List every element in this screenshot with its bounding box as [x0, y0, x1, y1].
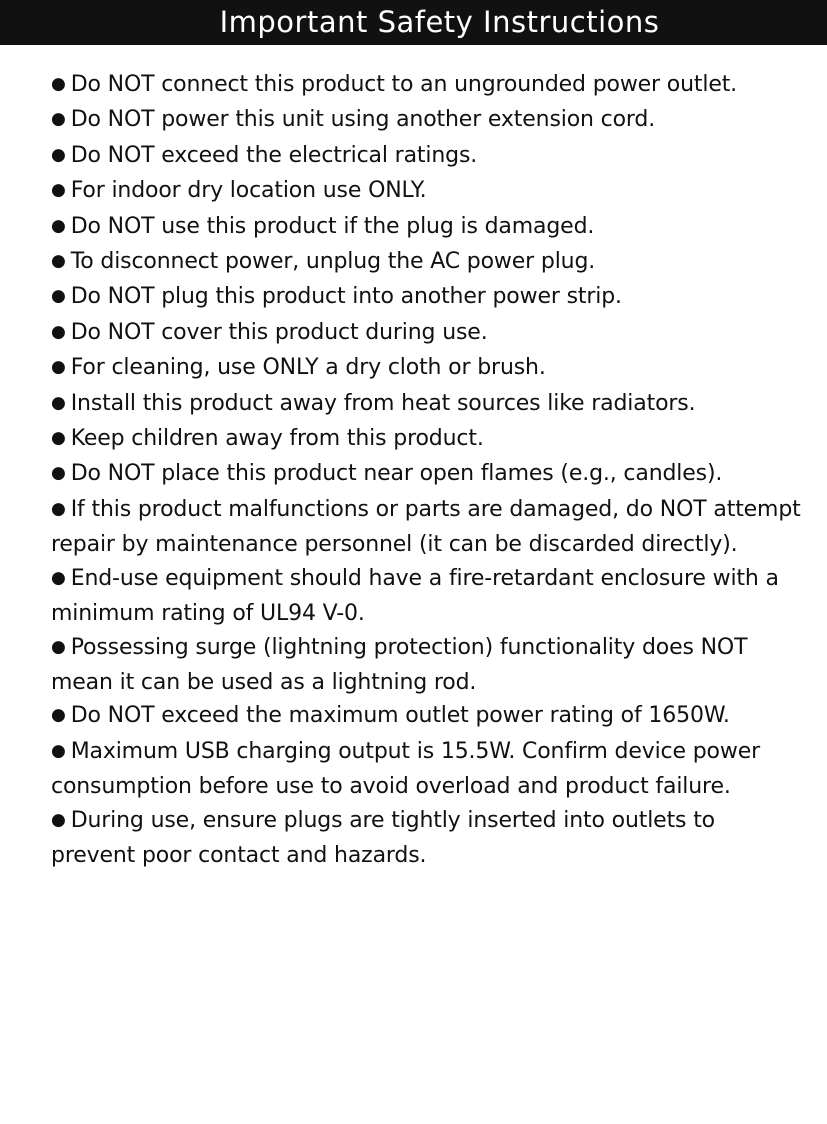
instruction-text: End-use equipment should have a fire-retardant enclosure with a minimum rating of UL94 V-0.	[51, 565, 779, 627]
instruction-item	[51, 631, 801, 700]
bullet-icon: ●	[51, 109, 66, 130]
instruction-text: Do NOT cover this product during use.	[70, 319, 488, 345]
instruction-item	[51, 562, 801, 631]
instruction-text: Possessing surge (lightning protection) functionality does NOT mean it can be used as a lightning rod.	[51, 634, 748, 695]
bullet-icon: ●	[51, 357, 66, 378]
instruction-item	[51, 316, 801, 351]
bullet-icon: ●	[51, 498, 66, 519]
bullet-icon: ●	[51, 740, 66, 761]
instruction-text: For cleaning, use ONLY a dry cloth or brush.	[70, 355, 546, 381]
instruction-text: Do NOT plug this product into another power strip.	[70, 284, 622, 310]
instruction-item	[51, 280, 801, 315]
instruction-text: Install this product away from heat sources like radiators.	[70, 390, 696, 416]
instruction-text: If this product malfunctions or parts are damaged, do NOT attempt repair by maintenance personnel (it can be discarded directly).	[51, 496, 801, 558]
bullet-icon: ●	[51, 251, 66, 272]
safety-instructions-list	[51, 68, 801, 872]
instruction-item	[51, 174, 801, 209]
instruction-item	[51, 103, 801, 138]
bullet-icon: ●	[51, 392, 66, 413]
bullet-icon: ●	[51, 705, 66, 726]
bullet-icon: ●	[51, 215, 66, 236]
instruction-text: Do NOT use this product if the plug is damaged.	[70, 213, 595, 239]
title-bar	[0, 0, 827, 45]
instruction-text: Do NOT connect this product to an ungrounded power outlet.	[70, 72, 738, 97]
bullet-icon: ●	[51, 463, 66, 484]
instruction-item	[51, 351, 801, 386]
instruction-text: For indoor dry location use ONLY.	[70, 178, 427, 204]
page-title: Important Safety Instructions	[219, 4, 660, 39]
bullet-icon: ●	[51, 321, 66, 342]
instruction-item	[51, 493, 801, 562]
bullet-icon: ●	[51, 567, 66, 588]
instruction-text: During use, ensure plugs are tightly inserted into outlets to prevent poor contact and hazards.	[51, 807, 715, 868]
instruction-item	[51, 387, 801, 422]
bullet-icon: ●	[51, 809, 66, 830]
bullet-icon: ●	[51, 144, 66, 165]
instruction-item	[51, 422, 801, 457]
bullet-icon: ●	[51, 286, 66, 307]
instruction-item	[51, 245, 801, 280]
instruction-item	[51, 139, 801, 174]
instruction-text: Do NOT exceed the electrical ratings.	[70, 142, 478, 168]
bullet-icon: ●	[51, 74, 66, 94]
instruction-item	[51, 735, 801, 804]
instruction-item	[51, 457, 801, 492]
instruction-item	[51, 68, 801, 103]
instruction-text: Maximum USB charging output is 15.5W. Confirm device power consumption before use to avoid overload and product failure.	[51, 738, 760, 800]
instruction-text: Do NOT exceed the maximum outlet power rating of 1650W.	[70, 703, 730, 729]
instruction-text: Do NOT power this unit using another extension cord.	[70, 107, 656, 133]
bullet-icon: ●	[51, 428, 66, 449]
bullet-icon: ●	[51, 636, 66, 657]
instruction-text: Do NOT place this product near open flames (e.g., candles).	[70, 461, 723, 487]
instruction-item	[51, 699, 801, 734]
instruction-text: Keep children away from this product.	[70, 426, 484, 452]
instruction-text: To disconnect power, unplug the AC power plug.	[70, 249, 596, 275]
instruction-item	[51, 804, 801, 873]
instruction-item	[51, 210, 801, 245]
bullet-icon: ●	[51, 180, 66, 201]
